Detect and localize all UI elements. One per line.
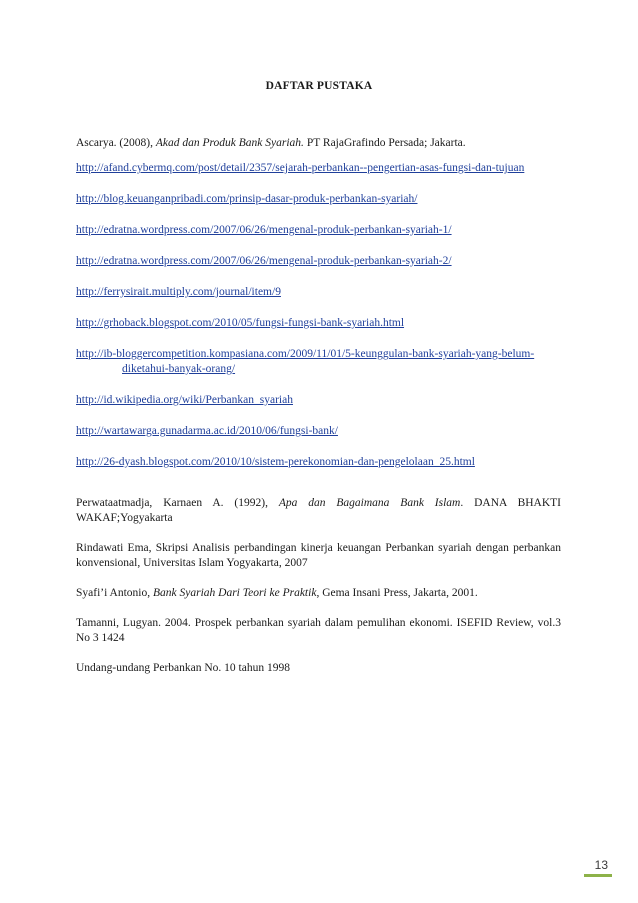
page-number-underline: [584, 874, 612, 877]
reference-syafii: Syafi’i Antonio, Bank Syariah Dari Teori ke Praktik, Gema Insani Press, Jakarta, 2001.: [76, 587, 478, 599]
reference-link[interactable]: http://ib-bloggercompetition.kompasiana.com/2009/11/01/5-keunggulan-bank-syariah-yang-belum-diketahui-banyak-orang/: [76, 348, 535, 375]
reference-link[interactable]: http://26-dyash.blogspot.com/2010/10/sistem-perekonomian-dan-pengelolaan_25.html: [76, 456, 475, 468]
page-title: DAFTAR PUSTAKA: [265, 80, 373, 92]
reference-undang-undang: Undang-undang Perbankan No. 10 tahun 1998: [76, 662, 290, 674]
reference-link[interactable]: http://blog.keuanganpribadi.com/prinsip-dasar-produk-perbankan-syariah/: [76, 193, 418, 205]
reference-ascarya: Ascarya. (2008), Akad dan Produk Bank Syariah. PT RajaGrafindo Persada; Jakarta.: [76, 137, 466, 149]
reference-link[interactable]: http://ferrysirait.multiply.com/journal/item/9: [76, 286, 281, 298]
reference-link[interactable]: http://afand.cybermq.com/post/detail/2357/sejarah-perbankan--pengertian-asas-fungsi-dan-tujuan: [76, 162, 525, 174]
reference-list: [76, 136, 561, 691]
reference-link[interactable]: http://grhoback.blogspot.com/2010/05/fungsi-fungsi-bank-syariah.html: [76, 317, 405, 329]
reference-link[interactable]: http://id.wikipedia.org/wiki/Perbankan_syariah: [76, 394, 293, 406]
spacer: [76, 486, 561, 496]
reference-perwataatmadja: Perwataatmadja, Karnaen A. (1992), Apa dan Bagaimana Bank Islam. DANA BHAKTI WAKAF;Yogyakarta: [76, 497, 562, 524]
page-number: 13: [594, 858, 608, 872]
reference-link[interactable]: http://wartawarga.gunadarma.ac.id/2010/06/fungsi-bank/: [76, 425, 338, 437]
reference-rindawati: Rindawati Ema, Skripsi Analisis perbandingan kinerja keuangan Perbankan syariah dengan perbankan konvensional, Universitas Islam Yogyakarta, 2007: [76, 542, 561, 569]
reference-tamanni: Tamanni, Lugyan. 2004. Prospek perbankan syariah dalam pemulihan ekonomi. ISEFID Review, vol.3 No 3 1424: [76, 617, 561, 644]
reference-link[interactable]: http://edratna.wordpress.com/2007/06/26/mengenal-produk-perbankan-syariah-2/: [76, 255, 452, 267]
reference-link[interactable]: http://edratna.wordpress.com/2007/06/26/mengenal-produk-perbankan-syariah-1/: [76, 224, 452, 236]
